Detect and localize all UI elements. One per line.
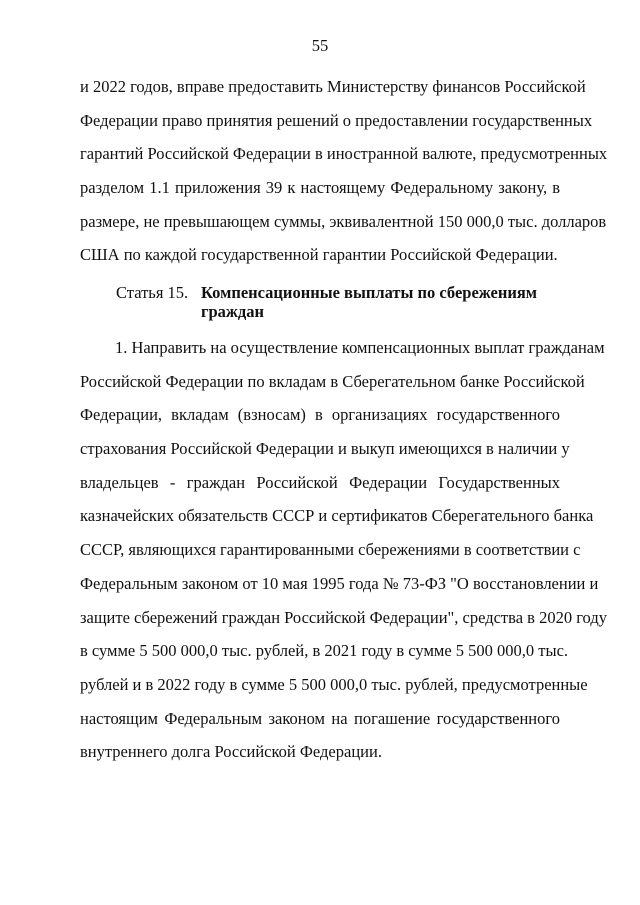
article-paragraph — [80, 331, 607, 769]
paragraph-line: Федеральным законом от 10 мая 1995 года № 73-ФЗ "О восстановлении и — [80, 573, 599, 593]
paragraph-line: Федерации право принятия решений о предоставлении государственных — [80, 110, 593, 130]
paragraph-line: настоящим Федеральным законом на погашение государственного — [80, 708, 560, 728]
paragraph-line: Федерации, вкладам (взносам) в организациях государственного — [80, 405, 560, 425]
article-number: Статья 15. — [116, 283, 189, 302]
paragraph-line: рублей и в 2022 году в сумме 5 500 000,0 тыс. рублей, предусмотренные — [80, 674, 588, 694]
paragraph-line: Российской Федерации по вкладам в Сберегательном банке Российской — [80, 371, 585, 391]
paragraph-line: внутреннего долга Российской Федерации. — [80, 742, 382, 762]
paragraph-line: размере, не превышающем суммы, эквивалентной 150 000,0 тыс. долларов — [80, 211, 607, 231]
paragraph-line: страхования Российской Федерации и выкуп имеющихся в наличии у — [80, 439, 570, 459]
paragraph-line: в сумме 5 500 000,0 тыс. рублей, в 2021 году в сумме 5 500 000,0 тыс. — [80, 641, 569, 661]
paragraph-line: гарантий Российской Федерации в иностранной валюте, предусмотренных — [80, 144, 608, 164]
paragraph-line: США по каждой государственной гарантии Российской Федерации. — [80, 245, 558, 265]
article-title: Компенсационные выплаты по сбережениям граждан — [201, 283, 538, 321]
paragraph-line: владельцев - граждан Российской Федерации Государственных — [80, 472, 560, 492]
paragraph-line: 1. Направить на осуществление компенсационных выплат гражданам — [115, 338, 605, 357]
paragraph-line: и 2022 годов, вправе предоставить Министерству финансов Российской — [80, 77, 586, 96]
paragraph-line: разделом 1.1 приложения 39 к настоящему Федеральному закону, в — [80, 178, 560, 198]
paragraph-line: защите сбережений граждан Российской Федерации", средства в 2020 году — [80, 607, 607, 627]
continuation-paragraph — [80, 70, 608, 272]
page-number: 55 — [311, 36, 329, 55]
paragraph-line: казначейских обязательств СССР и сертификатов Сберегательного банка — [80, 506, 594, 526]
paragraph-line: СССР, являющихся гарантированными сбережениями в соответствии с — [80, 540, 581, 560]
